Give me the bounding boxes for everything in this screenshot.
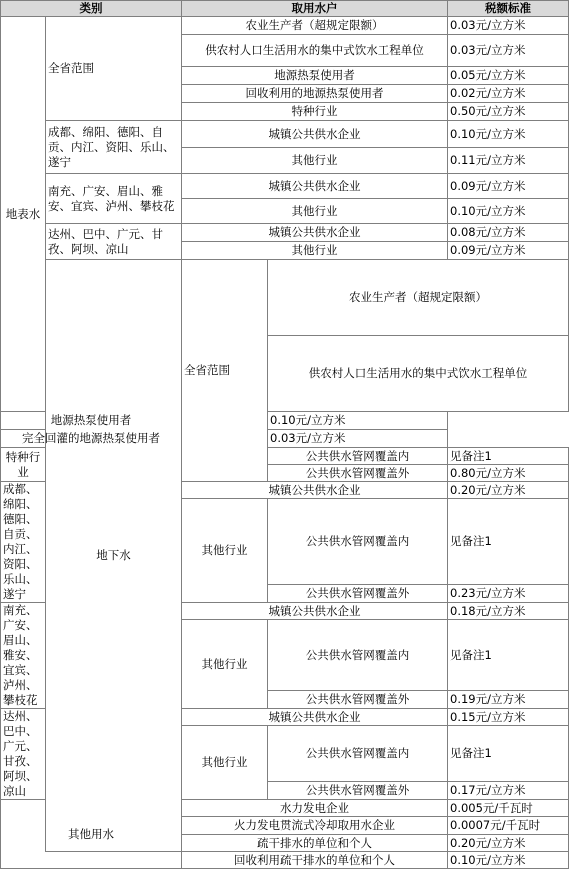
- table-row: [1, 260, 569, 336]
- user-cell: 城镇公共供水企业: [182, 121, 448, 148]
- rate-cell: 见备注1: [448, 620, 569, 691]
- user-cell: 回收利用疏干排水的单位和个人: [182, 852, 448, 869]
- table-row: [1, 17, 569, 35]
- user-cell: 农业生产者（超规定限额）: [182, 17, 448, 35]
- user-cell: 城镇公共供水企业: [182, 174, 448, 199]
- rate-cell: 0.50元/立方米: [448, 103, 569, 121]
- table-row: [1, 800, 569, 817]
- user-cell: 疏干排水的单位和个人: [182, 835, 448, 852]
- region-group3-ground: 达州、巴中、广元、甘孜、阿坝、凉山: [1, 709, 46, 800]
- category-other-water: 其他用水: [1, 800, 182, 869]
- other-industry-label: 其他行业: [182, 620, 268, 709]
- rate-cell: 0.08元/立方米: [448, 224, 569, 242]
- rate-cell: 见备注1: [448, 726, 569, 782]
- user-cell: 供农村人口生活用水的集中式饮水工程单位: [182, 35, 448, 67]
- user-cell: 特种行业: [182, 103, 448, 121]
- user-cell: 城镇公共供水企业: [182, 482, 448, 499]
- rate-cell: 0.05元/立方米: [448, 67, 569, 85]
- user-cell: 公共供水管网覆盖外: [268, 465, 448, 482]
- rate-cell: 0.23元/立方米: [448, 585, 569, 603]
- rate-cell: 0.11元/立方米: [448, 148, 569, 174]
- region-province-surface: 全省范围: [46, 17, 182, 121]
- rate-cell: 0.10元/立方米: [448, 199, 569, 224]
- other-industry-label: 其他行业: [182, 499, 268, 603]
- rate-cell: 0.19元/立方米: [448, 691, 569, 709]
- table-row: [1, 412, 569, 430]
- other-industry-label: 其他行业: [182, 726, 268, 800]
- user-cell: 公共供水管网覆盖外: [268, 585, 448, 603]
- special-industry-label: 特种行业: [1, 448, 46, 482]
- user-cell: 地源热泵使用者: [182, 67, 448, 85]
- user-cell: 其他行业: [182, 199, 448, 224]
- user-cell: 农业生产者（超规定限额）: [268, 260, 569, 336]
- user-cell: 城镇公共供水企业: [182, 224, 448, 242]
- table-row: [1, 430, 569, 448]
- region-group3-surface: 达州、巴中、广元、甘孜、阿坝、凉山: [46, 224, 182, 260]
- rate-cell: 0.15元/立方米: [448, 709, 569, 726]
- header-category: 类别: [1, 1, 182, 17]
- rate-cell: 0.09元/立方米: [448, 174, 569, 199]
- rate-cell: 0.80元/立方米: [448, 465, 569, 482]
- user-cell: 公共供水管网覆盖内: [268, 620, 448, 691]
- category-ground-water: 地下水: [46, 260, 182, 852]
- rate-cell: 见备注1: [448, 448, 569, 465]
- rate-cell: 0.03元/立方米: [448, 35, 569, 67]
- region-group1-ground: 成都、绵阳、德阳、自贡、内江、资阳、乐山、遂宁: [1, 482, 46, 603]
- user-cell: 水力发电企业: [182, 800, 448, 817]
- rate-cell: 0.18元/立方米: [448, 603, 569, 620]
- user-cell: 其他行业: [182, 242, 448, 260]
- region-group2-surface: 南充、广安、眉山、雅安、宜宾、泸州、攀枝花: [46, 174, 182, 224]
- region-group2-ground: 南充、广安、眉山、雅安、宜宾、泸州、攀枝花: [1, 603, 46, 709]
- rate-cell: 0.005元/千瓦时: [448, 800, 569, 817]
- table-row: [1, 121, 569, 148]
- user-cell: 公共供水管网覆盖内: [268, 726, 448, 782]
- rate-cell: 0.10元/立方米: [448, 121, 569, 148]
- region-group1-surface: 成都、绵阳、德阳、自贡、内江、资阳、乐山、遂宁: [46, 121, 182, 174]
- user-cell: 地源热泵使用者: [1, 412, 182, 430]
- user-cell: 火力发电贯流式冷却取用水企业: [182, 817, 448, 835]
- rate-cell: 0.10元/立方米: [268, 412, 448, 430]
- category-surface-water: 地表水: [1, 17, 46, 412]
- rate-cell: 0.03元/立方米: [268, 430, 448, 448]
- user-cell: 公共供水管网覆盖外: [268, 782, 448, 800]
- user-cell: 公共供水管网覆盖外: [268, 691, 448, 709]
- header-row: [1, 1, 569, 17]
- rate-cell: 0.20元/立方米: [448, 835, 569, 852]
- header-user: 取用水户: [182, 1, 448, 17]
- rate-cell: 0.10元/立方米: [448, 852, 569, 869]
- user-cell: 供农村人口生活用水的集中式饮水工程单位: [268, 336, 569, 412]
- table-row: [1, 174, 569, 199]
- user-cell: 城镇公共供水企业: [182, 603, 448, 620]
- header-standard: 税额标准: [448, 1, 569, 17]
- rate-cell: 0.20元/立方米: [448, 482, 569, 499]
- rate-cell: 0.0007元/千瓦时: [448, 817, 569, 835]
- user-cell: 城镇公共供水企业: [182, 709, 448, 726]
- user-cell: 回收利用的地源热泵使用者: [182, 85, 448, 103]
- user-cell: 完全回灌的地源热泵使用者: [1, 430, 182, 448]
- table-row: [1, 224, 569, 242]
- rate-cell: 0.02元/立方米: [448, 85, 569, 103]
- rate-cell: 见备注1: [448, 499, 569, 585]
- user-cell: 公共供水管网覆盖内: [268, 448, 448, 465]
- user-cell: 其他行业: [182, 148, 448, 174]
- region-province-ground: 全省范围: [182, 260, 268, 482]
- rate-cell: 0.17元/立方米: [448, 782, 569, 800]
- user-cell: 公共供水管网覆盖内: [268, 499, 448, 585]
- rate-cell: 0.09元/立方米: [448, 242, 569, 260]
- rate-cell: 0.03元/立方米: [448, 17, 569, 35]
